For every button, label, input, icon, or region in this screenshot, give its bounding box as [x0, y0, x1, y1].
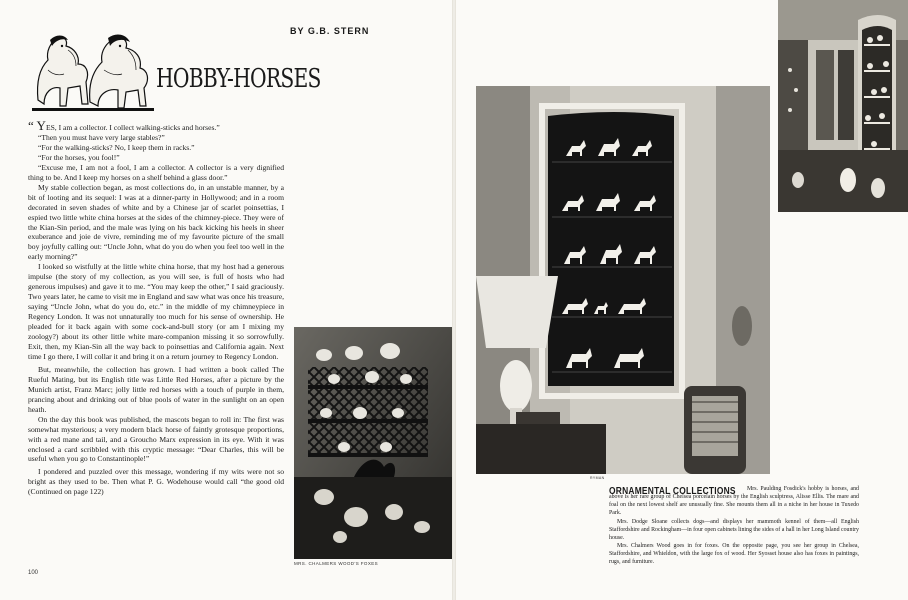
horses-niche-image	[476, 86, 770, 474]
body-paragraph: “For the horses, you fool!”	[38, 152, 120, 162]
ornamental-paragraph: Mrs. Chalmers Wood goes in for foxes. On the opposite page, you see her group in Chelsea, Staffordshire, and Whieldon, with the large fox of wood. Her Syosset house also has foxes in paintings, rugs, and furniture.	[609, 543, 859, 566]
ornamental-paragraph-text: Mrs. Paulding Fosdick's hobby is horses, and above is her rare group of Chelsea porcelain horses by the English sculptress, Alisse Ellis. The mare and foal on the next lowest shelf are unusually fine. She mounts them all in a niche in her house in Tuxedo Park.	[609, 486, 859, 517]
body-paragraph: “Excuse me, I am not a fool, I am a collector. A collector is a very dignified thing to be. And I keep my horses on a shelf behind a glass door.”	[28, 162, 284, 182]
photo-credit: RYMAN	[590, 476, 605, 480]
body-paragraph: My stable collection began, as most collections do, in an unstable manner, by a bit of looting and its sequel: I was at a dinner-party in Hollywood; and in a room decorated in seven shades of white and by a Chinese jar of scarlet poinsettias, I espied two little white china horses at the sides of the chimney-piece. They were of the Kian-Sin period, and the male was lying on his back kicking his heels in sheer exuberance and joie de vivre, reminding me of my favourite picture of the small boy joyfully calling out: “Uncle John, what do you do when you feel too well in the early morning?”	[28, 182, 284, 262]
ornamental-heading: ORNAMENTAL COLLECTIONS	[609, 485, 736, 497]
page-number: 100	[28, 570, 39, 576]
ornamental-paragraph	[609, 485, 859, 518]
body-paragraph	[28, 118, 284, 133]
body-paragraph: I looked so wistfully at the little white china horse, that my host had a generous impulse (the story of my collection, as you will see, is full of hosts who had generous impulses) and gave it to me. “You may keep the other,” I said graciously. Two years later, he came to visit me in England and saw what was once his treasure, saying “Uncle John, what do you do, etc.” in the middle of my chimneypiece in Regency London. It was not unnaturally too much for his sense of ownership. He pleaded for it back again with some cock-and-bull story (or am I mixing my zoology?) about its other little white mare-companion missing it so sorrowfully. Exit, then, my Kian-Sin all the way back to poinsettias and California again. Next time I go there, I will collar it and bring it on a return journey to Regency London.	[28, 262, 285, 361]
body-paragraph: “For the walking-sticks? No, I keep them in racks.”	[38, 142, 195, 152]
horses-illustration	[28, 30, 156, 112]
dogs-hall-photo	[778, 0, 908, 212]
foxes-shelf-image	[294, 327, 452, 559]
article-title: HOBBY-HORSES	[156, 64, 321, 94]
ornamental-paragraph: Mrs. Dodge Sloane collects dogs—and displays her mammoth kennel of them—all English Staffordshire and Rockingham—in four open cabinets lining the sides of a hall in her Long Island country house.	[609, 518, 859, 541]
byline: BY G.B. STERN	[290, 26, 370, 36]
dogs-hall-image	[778, 0, 908, 212]
drop-cap: “ Y	[28, 118, 46, 133]
body-paragraph: On the day this book was published, the mascots began to roll in: The first was somewhat mysterious; a very modern black horse of faintly grotesque proportions, with a red mane and tail, and a Groucho Marx expression in its eye. With it was enclosed a card scribbled with this cryptic message: “Dear Charles, this will be useful when you go to Constantinople!”	[28, 414, 284, 464]
body-paragraph: I pondered and puzzled over this message, wondering if my wits were not so bright as they used to be. Then what P. G. Wodehouse would call “the good old (Continued on page 122)	[28, 467, 284, 497]
body-text-run: ES, I am a collector. I collect walking-sticks and horses.”	[45, 123, 220, 132]
ornamental-text	[609, 485, 859, 567]
article-body	[28, 118, 285, 497]
body-paragraph: But, meanwhile, the collection has grown. I had written a book called The Rueful Mating, but its English title was Little Red Horses, after a picture by the Munich artist, Franz Marc; jolly little red horses with a touch of purple in them, prancing about and drinking out of blue pools of water in the sunlight on an open heath.	[28, 364, 284, 414]
foxes-shelf-photo	[294, 327, 452, 559]
body-paragraph: “Then you must have very large stables?”	[38, 132, 165, 142]
foxes-photo-caption: MRS. CHALMERS WOOD'S FOXES	[294, 561, 379, 566]
horses-niche-photo	[476, 86, 770, 474]
page-gutter	[452, 0, 456, 600]
